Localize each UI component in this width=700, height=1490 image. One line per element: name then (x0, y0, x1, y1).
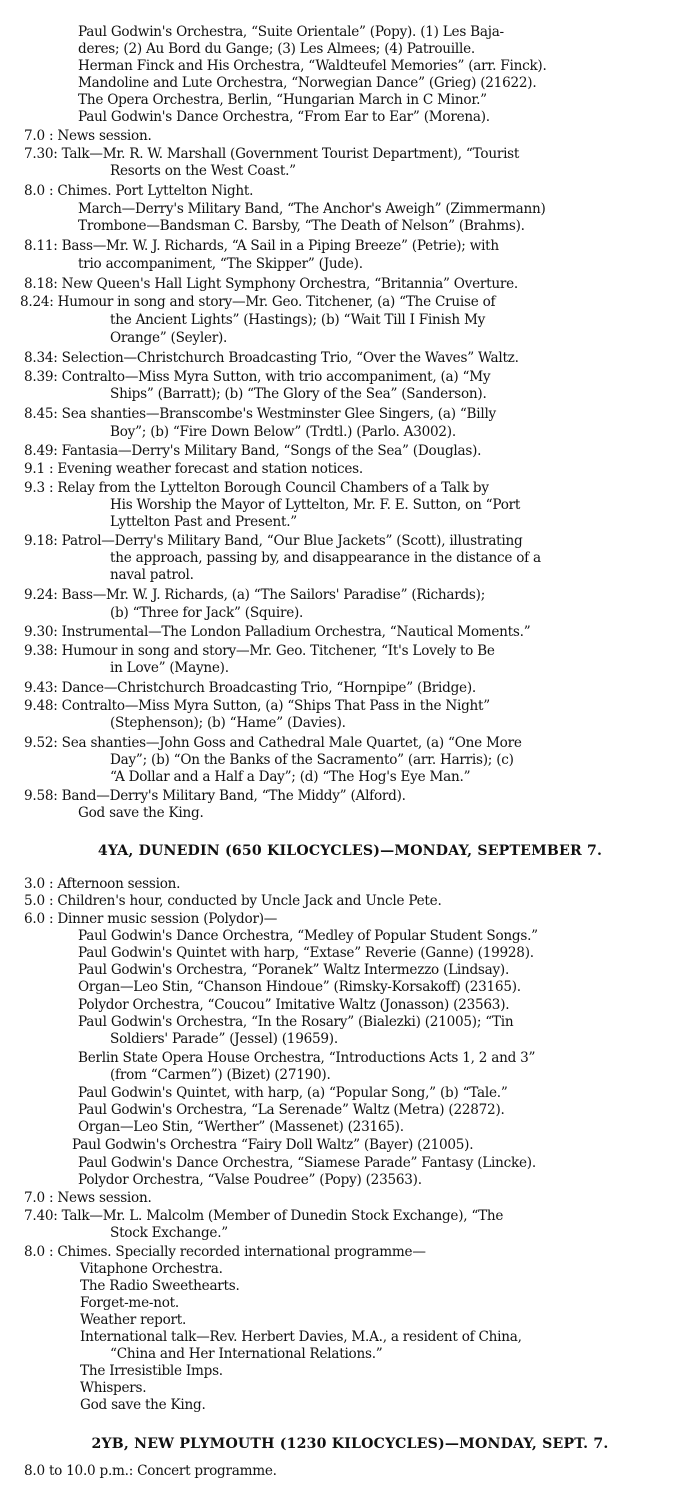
listing-line: International talk—Rev. Herbert Davies, M.A., a resident of China, (80, 1329, 522, 1345)
listing-line: His Worship the Mayor of Lyttelton, Mr. F. E. Sutton, on “Port (110, 497, 521, 513)
listing-line: 9.58: Band—Derry's Military Band, “The Middy” (Alford). (24, 788, 406, 804)
listing-line: Resorts on the West Coast.” (110, 163, 296, 179)
listing-line: Ships” (Barratt); (b) “The Glory of the Sea” (Sanderson). (110, 386, 487, 402)
listing-line: Paul Godwin's Orchestra, “La Serenade” Waltz (Metra) (22872). (78, 1102, 505, 1118)
listing-line: Weather report. (80, 1312, 187, 1328)
listing-line: Herman Finck and His Orchestra, “Waldteufel Memories” (arr. Finck). (78, 58, 547, 74)
listing-line: 8.0 : Chimes. Port Lyttelton Night. (24, 183, 254, 199)
listing-line: 9.48: Contralto—Miss Myra Sutton, (a) “Ships That Pass in the Night” (24, 698, 490, 714)
listing-line: 8.18: New Queen's Hall Light Symphony Orchestra, “Britannia” Overture. (24, 276, 518, 292)
listing-line: Mandoline and Lute Orchestra, “Norwegian Dance” (Grieg) (21622). (78, 75, 537, 91)
listing-line: The Opera Orchestra, Berlin, “Hungarian March in C Minor.” (78, 92, 487, 108)
listing-line: 9.30: Instrumental—The London Palladium Orchestra, “Nautical Moments.” (24, 624, 531, 640)
listing-line: (b) “Three for Jack” (Squire). (110, 605, 304, 621)
listing-line: Paul Godwin's Orchestra “Fairy Doll Waltz” (Bayer) (21005). (72, 1137, 474, 1153)
listing-line: 3.0 : Afternoon session. (24, 876, 181, 892)
station-heading-2yb: 2YB, NEW PLYMOUTH (1230 KILOCYCLES)—MONDAY, SEPT. 7. (91, 1436, 609, 1452)
listing-line: the Ancient Lights” (Hastings); (b) “Wait Till I Finish My (110, 312, 486, 328)
listing-line: Paul Godwin's Quintet, with harp, (a) “Popular Song,” (b) “Tale.” (78, 1085, 508, 1101)
listing-line: 9.3 : Relay from the Lyttelton Borough Council Chambers of a Talk by (24, 480, 489, 496)
listing-line: 7.0 : News session. (24, 1190, 152, 1206)
listing-line: 8.24: Humour in song and story—Mr. Geo. Titchener, (a) “The Cruise of (20, 294, 496, 310)
station-heading-4ya: 4YA, DUNEDIN (650 KILOCYCLES)—MONDAY, SEPTEMBER 7. (97, 843, 603, 859)
listing-line: God save the King. (78, 805, 204, 821)
listing-line: 8.0 : Chimes. Specially recorded international programme— (24, 1244, 426, 1260)
listing-line: Paul Godwin's Orchestra, “Suite Orientale” (Popy). (1) Les Baja- (78, 24, 504, 40)
listing-line: Organ—Leo Stin, “Chanson Hindoue” (Rimsky-Korsakoff) (23165). (78, 979, 521, 995)
listing-line: Paul Godwin's Orchestra, “Poranek” Waltz Intermezzo (Lindsay). (78, 962, 510, 978)
listing-line: 9.52: Sea shanties—John Goss and Cathedral Male Quartet, (a) “One More (24, 735, 522, 751)
listing-line: Polydor Orchestra, “Coucou” Imitative Waltz (Jonasson) (23563). (78, 997, 510, 1013)
listing-line: “A Dollar and a Half a Day”; (d) “The Hog's Eye Man.” (110, 769, 471, 785)
listing-line: 7.40: Talk—Mr. L. Malcolm (Member of Dunedin Stock Exchange), “The (24, 1208, 504, 1224)
listing-line: 9.1 : Evening weather forecast and station notices. (24, 461, 363, 477)
listing-line: Forget-me-not. (80, 1295, 179, 1311)
listing-line: 8.49: Fantasia—Derry's Military Band, “Songs of the Sea” (Douglas). (24, 443, 482, 459)
listing-line: Stock Exchange.” (110, 1225, 228, 1241)
listing-line: Berlin State Opera House Orchestra, “Introductions Acts 1, 2 and 3” (78, 1050, 536, 1066)
listing-line: The Irresistible Imps. (80, 1363, 223, 1379)
listing-line: Vitaphone Orchestra. (80, 1261, 223, 1277)
listing-line: 9.38: Humour in song and story—Mr. Geo. Titchener, “It's Lovely to Be (24, 643, 495, 659)
listing-line: “China and Her International Relations.” (110, 1346, 383, 1362)
listing-line: 8.11: Bass—Mr. W. J. Richards, “A Sail in a Piping Breeze” (Petrie); with (24, 238, 499, 254)
listing-line: Orange” (Seyler). (110, 330, 228, 346)
listing-line: deres; (2) Au Bord du Gange; (3) Les Almees; (4) Patrouille. (78, 41, 475, 57)
listing-line: 7.30: Talk—Mr. R. W. Marshall (Government Tourist Department), “Tourist (24, 146, 520, 162)
listing-line: Paul Godwin's Dance Orchestra, “Medley of Popular Student Songs.” (78, 928, 538, 944)
listing-line: Paul Godwin's Quintet with harp, “Extase” Reverie (Ganne) (19928). (78, 945, 534, 961)
listing-line: naval patrol. (110, 567, 194, 583)
listing-line: 5.0 : Children's hour, conducted by Uncle Jack and Uncle Pete. (24, 893, 442, 909)
listing-line: Day”; (b) “On the Banks of the Sacramento” (arr. Harris); (c) (110, 752, 514, 768)
listing-line: in Love” (Mayne). (110, 660, 229, 676)
listing-line: 8.34: Selection—Christchurch Broadcasting Trio, “Over the Waves” Waltz. (24, 350, 519, 366)
listing-line: March—Derry's Military Band, “The Anchor's Aweigh” (Zimmermann) (78, 201, 546, 217)
listing-line: Lyttelton Past and Present.” (110, 514, 297, 530)
listing-line: (Stephenson); (b) “Hame” (Davies). (110, 715, 346, 731)
listing-line: Boy”; (b) “Fire Down Below” (Trdtl.) (Parlo. A3002). (110, 424, 456, 440)
listing-line: The Radio Sweethearts. (80, 1278, 240, 1294)
listing-line: 8.39: Contralto—Miss Myra Sutton, with trio accompaniment, (a) “My (24, 369, 491, 385)
listing-line: (from “Carmen”) (Bizet) (27190). (110, 1067, 331, 1083)
listing-line: Paul Godwin's Dance Orchestra, “From Ear to Ear” (Morena). (78, 109, 490, 125)
listing-line: Whispers. (80, 1380, 147, 1396)
listing-line: Organ—Leo Stin, “Werther” (Massenet) (23165). (78, 1119, 404, 1135)
listing-line: Polydor Orchestra, “Valse Poudree” (Popy) (23563). (78, 1172, 422, 1188)
listing-line: Paul Godwin's Orchestra, “In the Rosary” (Bialezki) (21005); “Tin (78, 1014, 514, 1030)
listing-line: 9.24: Bass—Mr. W. J. Richards, (a) “The Sailors' Paradise” (Richards); (24, 587, 486, 603)
listing-line: 9.43: Dance—Christchurch Broadcasting Trio, “Hornpipe” (Bridge). (24, 680, 476, 696)
listing-line: the approach, passing by, and disappearance in the distance of a (110, 550, 541, 566)
listing-line: trio accompaniment, “The Skipper” (Jude). (78, 256, 363, 272)
listing-line: God save the King. (80, 1397, 206, 1413)
listing-line: 6.0 : Dinner music session (Polydor)— (24, 911, 278, 927)
listing-line: 8.0 to 10.0 p.m.: Concert programme. (24, 1463, 277, 1479)
listing-line: Paul Godwin's Dance Orchestra, “Siamese Parade” Fantasy (Lincke). (78, 1155, 536, 1171)
listing-line: Soldiers' Parade” (Jessel) (19659). (110, 1031, 338, 1047)
listing-line: Trombone—Bandsman C. Barsby, “The Death of Nelson” (Brahms). (78, 218, 525, 234)
listing-line: 9.18: Patrol—Derry's Military Band, “Our Blue Jackets” (Scott), illustrating (24, 533, 523, 549)
listing-line: 7.0 : News session. (24, 128, 152, 144)
listing-line: 8.45: Sea shanties—Branscombe's Westminster Glee Singers, (a) “Billy (24, 406, 496, 422)
